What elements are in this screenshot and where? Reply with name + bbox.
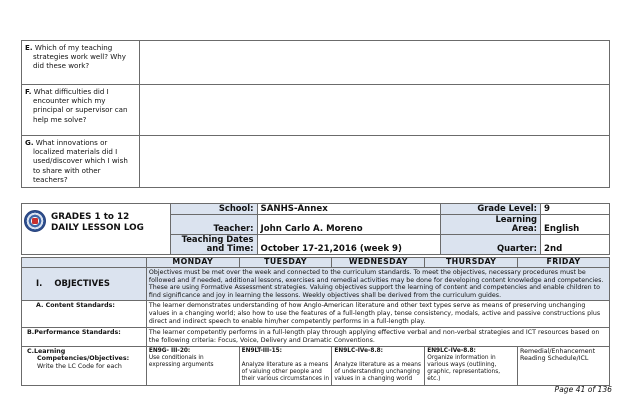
day-header-thursday: THURSDAY [425, 258, 518, 268]
competency-tuesday [239, 346, 332, 385]
competency-text: Analyze literature as a means of understanding unchanging values in a changing world [334, 361, 421, 382]
question-letter: G. [25, 138, 34, 147]
teaching-dates-label-line1: Teaching Dates [181, 233, 254, 244]
dll-title-line2: DAILY LESSON LOG [51, 223, 144, 233]
question-text: What innovations or localized materials did I used/discover which I wish to share with other teachers? [33, 138, 128, 184]
competency-thursday [425, 346, 518, 385]
day-header-wednesday: WEDNESDAY [332, 258, 425, 268]
dll-title-cell [22, 204, 171, 255]
reflection-answer-cell[interactable] [139, 41, 609, 85]
teacher-value: John Carlo A. Moreno [257, 215, 441, 235]
performance-standards-label: B.Performance Standards: [22, 328, 147, 346]
question-letter: F. [25, 87, 32, 96]
quarter-label: Quarter: [441, 234, 541, 254]
content-standards-row [22, 301, 610, 328]
competency-code: EN9LC-IVe-8.8: [427, 347, 476, 354]
learning-area-label-line2: Area: [511, 223, 538, 234]
teaching-dates-label [170, 234, 257, 254]
competencies-label-line3: Write the LC Code for each [37, 362, 122, 370]
school-label: School: [170, 204, 257, 215]
competencies-label-line2: Competencies/Objectives: [37, 355, 130, 363]
day-header-friday: FRIDAY [518, 258, 610, 268]
competencies-row [22, 346, 610, 385]
question-text: What difficulties did I encounter which my principal or supervisor can help me solve? [33, 87, 128, 124]
day-header-blank [22, 258, 147, 268]
quarter-value: 2nd [541, 234, 610, 254]
performance-standards-text: The learner competently performs in a full-length play through applying effective verbal and non-verbal strategies and ICT resources based on the following criteria: Focus, Voice, Delivery and Dramatic Conventions. [146, 328, 609, 346]
dll-title-line1: GRADES 1 to 12 [51, 212, 130, 222]
day-header-tuesday: TUESDAY [239, 258, 332, 268]
reflection-row [22, 85, 610, 136]
question-letter: E. [25, 43, 33, 52]
competencies-label-line1: C.Learning [27, 347, 66, 355]
deped-seal-icon [24, 210, 46, 232]
competency-code: EN9LC-IVe-8.8: [334, 347, 384, 354]
objectives-label: OBJECTIVES [54, 277, 110, 288]
objectives-number: I. [36, 277, 43, 288]
learning-area-label [441, 215, 541, 235]
objectives-row [22, 268, 610, 301]
competency-text: Analyze literature as a means of valuing other people and their various circumstances in [241, 361, 330, 382]
reflection-question [22, 85, 140, 136]
reflection-question [22, 136, 140, 188]
competency-text: Organize information in various ways (outlining, graphic, representations, etc.) [427, 354, 501, 382]
competency-monday [146, 346, 239, 385]
question-text: Which of my teaching strategies work well? Why did these work? [33, 43, 126, 71]
competency-text: Use conditionals in expressing arguments [148, 354, 214, 368]
objectives-description: Objectives must be met over the week and connected to the curriculum standards. To meet the objectives, necessary procedures must be followed and if needed, additional lessons, exercises and remedial activities may be done for developing content knowledge and competencies. These are using Formative Assessment strategies. Valuing objectives support the learning of content and competencies and enable children to find significance and joy in learning the lessons. Weekly objectives shall be derived from the curriculum guides. [146, 268, 609, 301]
teaching-dates-value: October 17-21,2016 (week 9) [257, 234, 441, 254]
dll-header-table [21, 203, 610, 255]
day-header-row [22, 258, 610, 268]
objectives-heading [22, 268, 147, 301]
grade-level-value: 9 [541, 204, 610, 215]
competency-wednesday [332, 346, 425, 385]
learning-area-label-line1: Learning [495, 214, 538, 224]
performance-standards-row [22, 328, 610, 346]
competency-code: EN9LT-III-15: [241, 347, 283, 354]
competency-friday: Remedial/Enhancement Reading Schedule/ICL [518, 346, 610, 385]
competency-code: EN9G- III-20: [148, 347, 191, 354]
reflection-question [22, 41, 140, 85]
day-header-monday: MONDAY [146, 258, 239, 268]
reflection-row [22, 136, 610, 188]
learning-area-value: English [541, 215, 610, 235]
content-standards-text: The learner demonstrates understanding of how Anglo-American literature and other text types serve as means of preserving unchanging values in a changing world; also how to use the features of a full-length play, tense consistency, modals, active and passive constructions plus direct and indirect speech to enable him/her competently performs in a full-length play. [146, 301, 609, 328]
school-value: SANHS-Annex [257, 204, 441, 215]
reflection-answer-cell[interactable] [139, 85, 609, 136]
reflection-table [21, 40, 610, 188]
competencies-label [22, 346, 147, 385]
grade-level-label: Grade Level: [441, 204, 541, 215]
page-number: Page 41 of 136 [554, 385, 612, 394]
content-standards-label: A. Content Standards: [22, 301, 147, 328]
teacher-label: Teacher: [170, 215, 257, 235]
teaching-dates-label-line2: and Time: [206, 243, 254, 254]
objectives-table [21, 257, 610, 386]
reflection-answer-cell[interactable] [139, 136, 609, 188]
reflection-row [22, 41, 610, 85]
